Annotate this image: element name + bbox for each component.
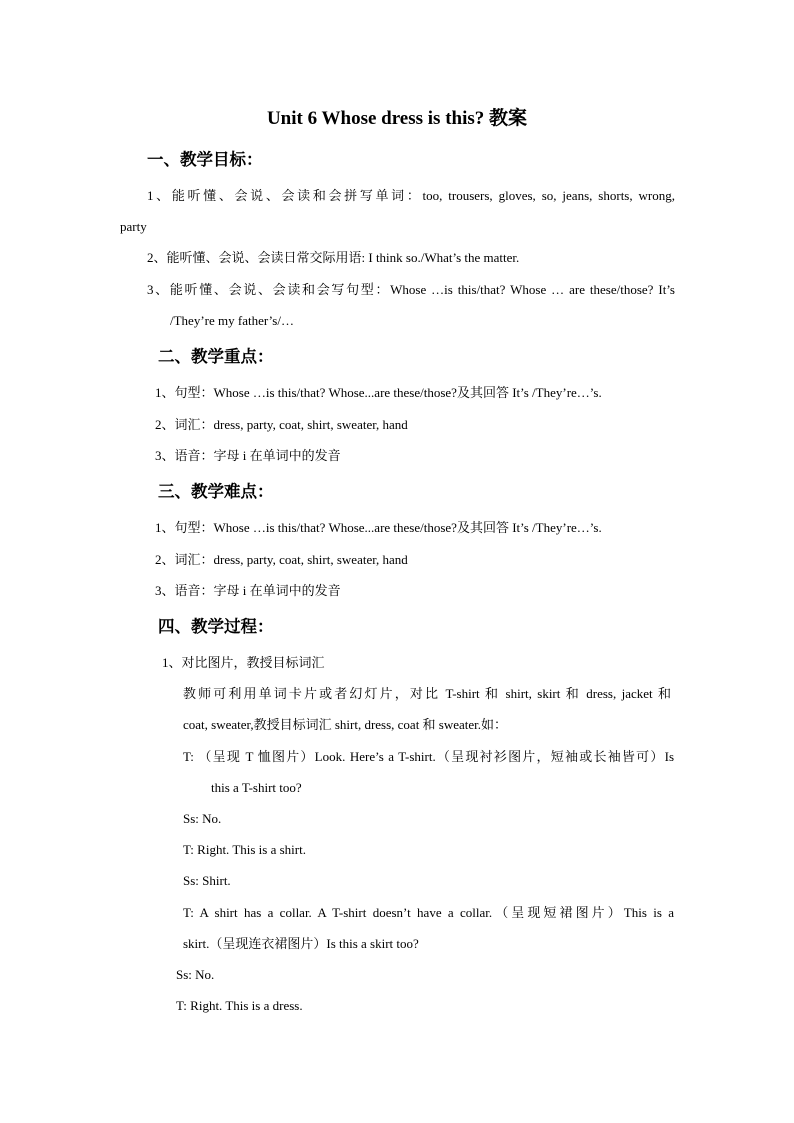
process-line-2: coat, sweater,教授目标词汇 shirt, dress, coat 和 sweater.如： xyxy=(183,717,508,732)
process-step-1: 1、对比图片，教授目标词汇 xyxy=(162,655,325,670)
dialogue-line-6: Ss: No. xyxy=(176,967,215,982)
key-point-item-3: 3、语音：字母 i 在单词中的发音 xyxy=(155,448,341,463)
objective-item-1: 1、能听懂、会说、会读和会拼写单词：too, trousers, gloves, so, jeans, shorts, wrong, xyxy=(147,188,675,203)
objective-item-3: 3、能听懂、会说、会读和会写句型：Whose …is this/that? Whose … are these/those? It’s xyxy=(147,282,675,297)
document-title: Unit 6 Whose dress is this? 教案 xyxy=(266,108,528,129)
difficulty-item-3: 3、语音：字母 i 在单词中的发音 xyxy=(155,583,341,598)
dialogue-line-5: T: A shirt has a collar. A T-shirt doesn’t have a collar.（呈现短裙图片）This is a xyxy=(183,905,674,920)
difficulty-item-2: 2、词汇：dress, party, coat, shirt, sweater, hand xyxy=(155,552,408,567)
dialogue-line-5-cont: skirt.（呈现连衣裙图片）Is this a skirt too? xyxy=(183,936,419,951)
objective-item-2: 2、能听懂、会说、会读日常交际用语: I think so./What’s the matter. xyxy=(147,250,520,265)
key-points-heading: 二、教学重点： xyxy=(158,347,274,366)
difficulty-item-1: 1、句型：Whose …is this/that? Whose...are these/those?及其回答 It’s /They’re…’s. xyxy=(155,520,602,535)
key-point-item-2: 2、词汇：dress, party, coat, shirt, sweater, hand xyxy=(155,417,408,432)
dialogue-line-3: T: Right. This is a shirt. xyxy=(183,842,306,857)
objective-item-3-cont: /They’re my father’s/… xyxy=(170,313,294,328)
process-line-1: 教师可利用单词卡片或者幻灯片，对比 T-shirt 和 shirt, skirt 和 dress, jacket 和 xyxy=(183,686,671,701)
objective-item-1-cont: party xyxy=(120,219,147,234)
objectives-heading: 一、教学目标： xyxy=(147,150,263,169)
dialogue-line-4: Ss: Shirt. xyxy=(183,873,231,888)
dialogue-line-2: Ss: No. xyxy=(183,811,222,826)
difficulties-heading: 三、教学难点： xyxy=(158,482,274,501)
key-point-item-1: 1、句型：Whose …is this/that? Whose...are these/those?及其回答 It’s /They’re…’s. xyxy=(155,385,602,400)
dialogue-line-7: T: Right. This is a dress. xyxy=(176,998,303,1013)
process-heading: 四、教学过程： xyxy=(158,617,274,636)
dialogue-line-1: T: （呈现 T 恤图片）Look. Here’s a T-shirt.（呈现衬衫图片，短袖或长袖皆可）Is xyxy=(183,749,674,764)
dialogue-line-1-cont: this a T-shirt too? xyxy=(211,780,302,795)
